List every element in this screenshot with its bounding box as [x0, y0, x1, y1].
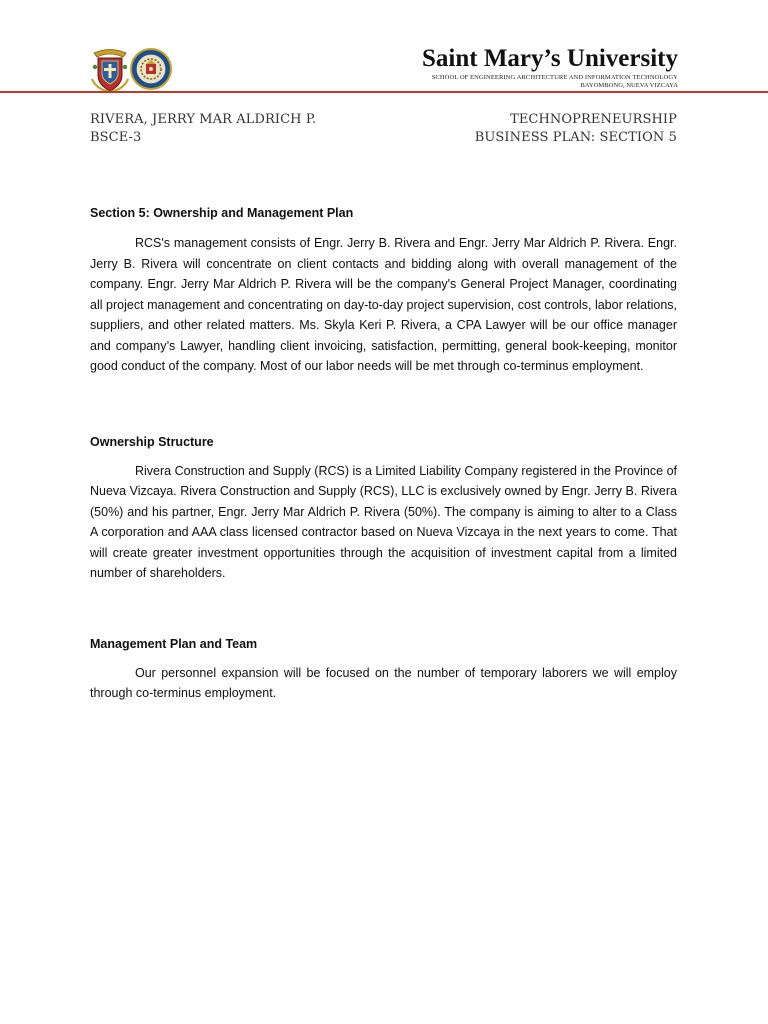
university-seal-icon	[92, 50, 128, 93]
section-paragraph: RCS's management consists of Engr. Jerry B. Rivera and Engr. Jerry Mar Aldrich P. Rivera. Engr. Jerry B. Rivera will concentrate on client contacts and bidding along with overall management of the company. Engr. Jerry Mar Aldrich P. Rivera will be the company's General Project Manager, coordinating all project management and concentrating on day-to-day project supervision, cost controls, labor relations, suppliers, and other related matters. Ms. Skyla Keri P. Rivera, a CPA Lawyer will be our office manager and company’s Lawyer, handling client invoicing, satisfaction, permitting, general book-keeping, monitor good conduct of the company. Most of our labor needs will be met through co-terminus employment.	[90, 236, 677, 373]
university-name: Saint Mary’s University	[422, 45, 678, 72]
section-ownership-management	[90, 203, 677, 377]
section-heading: Management Plan and Team	[90, 636, 258, 651]
section-management-team	[90, 634, 677, 704]
document-header	[0, 0, 768, 96]
school-name: SCHOOL OF ENGINEERING ARCHITECTURE AND INFORMATION TECHNOLOGY	[431, 74, 678, 81]
student-name: RIVERA, JERRY MAR ALDRICH P.	[90, 112, 317, 127]
school-address: BAYOMBONG, NUEVA VIZCAYA	[580, 82, 678, 89]
university-block	[318, 45, 678, 90]
student-program: BSCE-3	[90, 130, 142, 145]
section-paragraph: Rivera Construction and Supply (RCS) is a Limited Liability Company registered in the Province of Nueva Vizcaya. Rivera Construction and Supply (RCS), LLC is exclusively owned by Engr. Jerry B. Rivera (50%) and his partner, Engr. Jerry Mar Aldrich P. Rivera (50%). The company is aiming to alter to a Class A corporation and AAA class licensed contractor based on Nueva Vizcaya in the next years to come. That will create greater investment opportunities through the acquisition of investment capital from a limited number of shareholders.	[90, 463, 677, 580]
section-ownership-structure	[90, 432, 677, 584]
student-info	[90, 111, 316, 147]
logo-group	[90, 45, 172, 93]
logos-svg	[90, 45, 172, 93]
section-heading: Section 5: Ownership and Management Plan	[90, 206, 354, 220]
course-subject: TECHNOPRENEURSHIP	[510, 112, 677, 127]
course-info	[475, 111, 677, 147]
document-body	[90, 203, 677, 704]
header-divider	[0, 91, 768, 93]
section-paragraph: Our personnel expansion will be focused on the number of temporary laborers we will employ through co-terminus employment.	[90, 665, 677, 700]
course-section: BUSINESS PLAN: SECTION 5	[474, 130, 677, 145]
section-heading: Ownership Structure	[90, 434, 214, 449]
school-seal-icon	[131, 49, 171, 89]
